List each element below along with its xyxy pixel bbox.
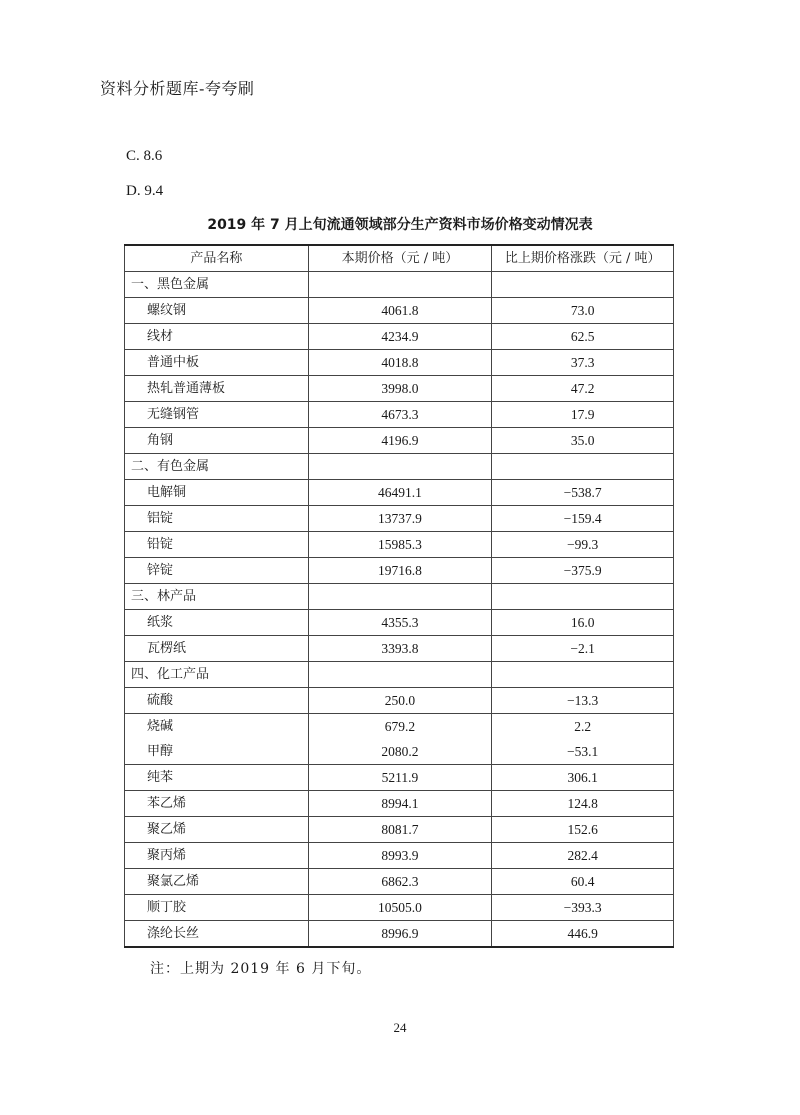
table-row bbox=[125, 843, 674, 869]
product-name: 铅锭 bbox=[125, 532, 309, 558]
current-price: 13737.9 bbox=[308, 506, 492, 532]
price-change: −538.7 bbox=[492, 480, 674, 506]
current-price: 5211.9 bbox=[308, 765, 492, 791]
category-change-cell bbox=[492, 454, 674, 480]
category-price-cell bbox=[308, 454, 492, 480]
current-price: 4018.8 bbox=[308, 350, 492, 376]
column-header-price: 本期价格（元 / 吨） bbox=[308, 245, 492, 272]
table-row bbox=[125, 895, 674, 921]
current-price: 3393.8 bbox=[308, 636, 492, 662]
table-row bbox=[125, 765, 674, 791]
table-row bbox=[125, 688, 674, 714]
document-header: 资料分析题库-夸夸刷 bbox=[100, 79, 255, 98]
current-price: 3998.0 bbox=[308, 376, 492, 402]
price-table bbox=[124, 244, 674, 948]
price-change: 306.1 bbox=[492, 765, 674, 791]
price-change: −13.3 bbox=[492, 688, 674, 714]
product-name: 聚氯乙烯 bbox=[125, 869, 309, 895]
product-name: 无缝钢管 bbox=[125, 402, 309, 428]
current-price: 4196.9 bbox=[308, 428, 492, 454]
table-row bbox=[125, 402, 674, 428]
price-change: 152.6 bbox=[492, 817, 674, 843]
product-name: 线材 bbox=[125, 324, 309, 350]
product-name: 角钢 bbox=[125, 428, 309, 454]
price-change: −99.3 bbox=[492, 532, 674, 558]
table-row bbox=[125, 350, 674, 376]
product-name: 电解铜 bbox=[125, 480, 309, 506]
category-label: 四、化工产品 bbox=[125, 662, 309, 688]
product-name: 瓦楞纸 bbox=[125, 636, 309, 662]
product-name: 普通中板 bbox=[125, 350, 309, 376]
table-row bbox=[125, 428, 674, 454]
price-change: 446.9 bbox=[492, 921, 674, 948]
product-name: 铝锭 bbox=[125, 506, 309, 532]
product-name: 涤纶长丝 bbox=[125, 921, 309, 948]
price-change: −393.3 bbox=[492, 895, 674, 921]
table-row bbox=[125, 869, 674, 895]
table-title: 2019 年 7 月上旬流通领域部分生产资料市场价格变动情况表 bbox=[207, 217, 593, 233]
answer-option-c: C. 8.6 bbox=[126, 148, 163, 164]
category-change-cell bbox=[492, 584, 674, 610]
current-price: 19716.8 bbox=[308, 558, 492, 584]
current-price: 15985.3 bbox=[308, 532, 492, 558]
price-change: 124.8 bbox=[492, 791, 674, 817]
table-header-row bbox=[125, 245, 674, 272]
current-price: 6862.3 bbox=[308, 869, 492, 895]
category-price-cell bbox=[308, 662, 492, 688]
price-change: 17.9 bbox=[492, 402, 674, 428]
category-label: 二、有色金属 bbox=[125, 454, 309, 480]
category-change-cell bbox=[492, 272, 674, 298]
current-price: 10505.0 bbox=[308, 895, 492, 921]
table-row bbox=[125, 791, 674, 817]
table-row bbox=[125, 480, 674, 506]
product-name: 苯乙烯 bbox=[125, 791, 309, 817]
current-price: 8993.9 bbox=[308, 843, 492, 869]
current-price: 250.0 bbox=[308, 688, 492, 714]
table-row bbox=[125, 558, 674, 584]
table-row bbox=[125, 532, 674, 558]
product-name: 聚丙烯 bbox=[125, 843, 309, 869]
price-change: 37.3 bbox=[492, 350, 674, 376]
current-price: 8994.1 bbox=[308, 791, 492, 817]
table-row bbox=[125, 921, 674, 948]
category-price-cell bbox=[308, 584, 492, 610]
table-row bbox=[125, 817, 674, 843]
product-name: 甲醇 bbox=[125, 739, 309, 765]
price-change: 16.0 bbox=[492, 610, 674, 636]
table-row bbox=[125, 298, 674, 324]
category-row bbox=[125, 272, 674, 298]
product-name: 纯苯 bbox=[125, 765, 309, 791]
column-header-change: 比上期价格涨跌（元 / 吨） bbox=[492, 245, 674, 272]
price-change: 47.2 bbox=[492, 376, 674, 402]
table-row bbox=[125, 714, 674, 740]
current-price: 4355.3 bbox=[308, 610, 492, 636]
table-row bbox=[125, 376, 674, 402]
product-name: 聚乙烯 bbox=[125, 817, 309, 843]
price-change: −53.1 bbox=[492, 739, 674, 765]
price-change: −159.4 bbox=[492, 506, 674, 532]
current-price: 8081.7 bbox=[308, 817, 492, 843]
table-row bbox=[125, 636, 674, 662]
table-row bbox=[125, 610, 674, 636]
current-price: 4061.8 bbox=[308, 298, 492, 324]
category-row bbox=[125, 584, 674, 610]
category-row bbox=[125, 454, 674, 480]
price-change: 282.4 bbox=[492, 843, 674, 869]
product-name: 硫酸 bbox=[125, 688, 309, 714]
product-name: 顺丁胶 bbox=[125, 895, 309, 921]
category-change-cell bbox=[492, 662, 674, 688]
table-row bbox=[125, 739, 674, 765]
category-price-cell bbox=[308, 272, 492, 298]
current-price: 4673.3 bbox=[308, 402, 492, 428]
price-change: 2.2 bbox=[492, 714, 674, 740]
price-change: −375.9 bbox=[492, 558, 674, 584]
product-name: 锌锭 bbox=[125, 558, 309, 584]
price-change: 35.0 bbox=[492, 428, 674, 454]
answer-option-d: D. 9.4 bbox=[126, 183, 164, 199]
column-header-product: 产品名称 bbox=[125, 245, 309, 272]
product-name: 热轧普通薄板 bbox=[125, 376, 309, 402]
current-price: 8996.9 bbox=[308, 921, 492, 948]
page-number: 24 bbox=[393, 1020, 407, 1035]
category-label: 三、林产品 bbox=[125, 584, 309, 610]
price-change: 62.5 bbox=[492, 324, 674, 350]
current-price: 4234.9 bbox=[308, 324, 492, 350]
price-change: 73.0 bbox=[492, 298, 674, 324]
product-name: 纸浆 bbox=[125, 610, 309, 636]
table-row bbox=[125, 506, 674, 532]
product-name: 烧碱 bbox=[125, 714, 309, 740]
price-change: −2.1 bbox=[492, 636, 674, 662]
table-note: 注：上期为 2019 年 6 月下旬。 bbox=[150, 961, 372, 977]
table-row bbox=[125, 324, 674, 350]
product-name: 螺纹钢 bbox=[125, 298, 309, 324]
category-row bbox=[125, 662, 674, 688]
category-label: 一、黑色金属 bbox=[125, 272, 309, 298]
price-change: 60.4 bbox=[492, 869, 674, 895]
current-price: 2080.2 bbox=[308, 739, 492, 765]
current-price: 679.2 bbox=[308, 714, 492, 740]
current-price: 46491.1 bbox=[308, 480, 492, 506]
